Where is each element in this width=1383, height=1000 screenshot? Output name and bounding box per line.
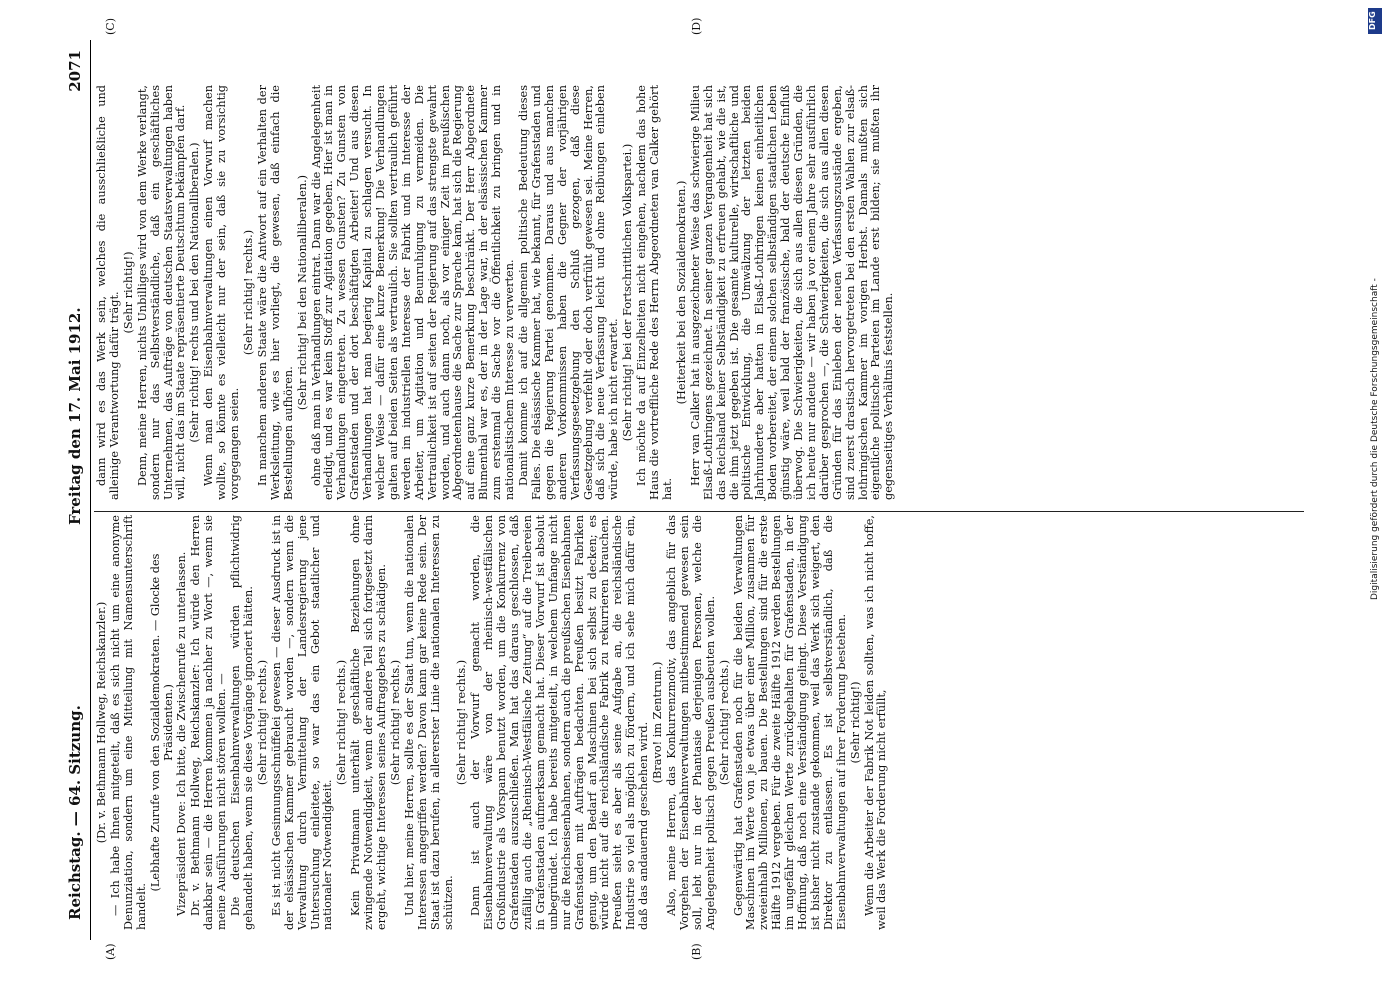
interjection: (Sehr richtig!) — [848, 681, 862, 764]
page-number: 2071 — [66, 50, 84, 92]
paragraph: Ich möchte da auf Einzelheiten nicht eingehen, nachdem das hohe Haus die vortreffliche Rede des Herrn Abgeordneten van Calker gehört hat. — [635, 85, 674, 500]
paragraph: Wenn man den Eisenbahnverwaltungen einen Vorwurf machen wollte, so könnte es vielleicht nur der sein, daß sie zu vorsichtig vorgegangen seien. — [202, 85, 242, 500]
column-divider — [94, 511, 1304, 512]
interjection: (Bravo! im Zentrum.) — [651, 661, 665, 784]
interjection: (Sehr richtig! rechts.) — [388, 659, 402, 786]
margin-marker-c: (C) — [104, 18, 117, 35]
interjection: (Sehr richtig! bei der Fortschrittlichen Volkspartei.) — [621, 143, 635, 442]
paragraph: Gegenwärtig hat Grafenstaden noch für die beiden Verwaltungen Maschinen im Werte von je etwas über einer Million, zusammen für zweieinhalb Millionen, zu bauen. Die Bestellungen sind für die erste Hälfte 1912 vergeben. Für die zweite Hälfte 1912 werden Bestellungen im ungefähr gleichen Werte zurückgehalten für Grafenstaden, in der Hoffnung, daß noch eine Verständigung gelingt. Diese Verständigung ist bisher nicht zustande gekommen, weil das Werk sich weigert, den Direktor zu entlassen. Es ist selbstverständlich, daß die Eisenbahnverwaltungen auf ihrer Forderung bestehen. — [731, 515, 848, 930]
margin-marker-a: (A) — [104, 943, 117, 960]
interjection: (Sehr richtig! rechts.) — [241, 229, 255, 356]
header-left: Reichstag. — 64. Sitzung. — [66, 705, 84, 920]
paragraph: ohne daß man in Verhandlungen eintrat. Dann war die Angelegenheit erledigt, und es war kein Stoff zur Agitation gegeben. Hier ist man in Verhandlungen eingetreten. Zu wessen Gunsten? Zu Gunsten von Grafenstaden und der dort beschäftigten Arbeiter! Und aus diesen Verhandlungen hat man begierig Kapital zu schlagen versucht. In welcher Weise — dafür eine kurze Bemerkung! Die Verhandlungen galten auf beiden Seiten als vertraulich. Sie sollten vertraulich geführt werden im industriellen Interesse der Fabrik und im Interesse der Arbeiter, um Agitation und Beunruhigung zu vermeiden. Die Vertraulichkeit ist auf seiten der Regierung auf das strengste gewahrt worden, und auch dann noch, als vor einiger Zeit im preußischen Abgeordnetenhause die Sache zur Sprache kam, hat sich die Regierung auf eine ganz kurze Bemerkung beschränkt. Der Herr Abgeordnete Blumenthal war es, der in der Lage war, in der elsässischen Kammer zum erstenmal die Sache vor die Öffentlichkeit zu bringen und in nationalistischem Interesse zu verwerten. — [309, 85, 517, 500]
paragraph: dann wird es das Werk sein, welches die ausschließliche und alleinige Verantwortung dafür trägt. — [95, 85, 121, 500]
header-date: Freitag den 17. Mai 1912. — [66, 307, 84, 525]
dfg-logo: DFG — [1368, 8, 1382, 34]
paragraph: Dr. v. Bethmann Hollweg, Reichskanzler: Ich würde den Herren dankbar sein — die Herren kommen ja nachher zu Wort —, wenn sie meine Ausführungen nicht stören wollten. — — [189, 515, 229, 930]
page-header — [60, 20, 90, 960]
paragraph: Wenn die Arbeiter der Fabrik Not leiden sollten, was ich nicht hoffe, weil das Werk die Forderung nicht erfüllt, — [862, 515, 889, 930]
margin-marker-d: (D) — [690, 17, 703, 35]
paragraph: Und hier, meine Herren, sollte es der Staat tun, wenn die nationalen Interessen angegriffen werden? Davon kann gar keine Rede sein. Der Staat ist dazu berufen, in allererster Linie die nationalen Interessen zu schützen. — [402, 515, 455, 930]
interjection: (Sehr richtig! rechts.) — [717, 659, 731, 786]
margin-marker-b: (B) — [690, 943, 703, 960]
interjection: (Heiterkeit bei den Sozialdemokraten.) — [674, 180, 688, 405]
left-text-column — [96, 515, 890, 930]
paragraph: Herr van Calker hat in ausgezeichneter Weise das schwierige Milieu Elsaß-Lothringens gezeichnet. In seiner ganzen Vergangenheit hat sich das Reichsland keiner Selbständigkeit zu erfreuen gehabt, wie die ist, die ihm jetzt gegeben ist. Die gesamte kulturelle, wirtschaftliche und politische Entwicklung, die Umwälzung der letzten beiden Jahrhunderte aber hatten in Elsaß-Lothringen keinen einheitlichen Boden vorbereitet, der einem solchen selbständigen staatlichen Leben günstig wäre, weil bald der französische, bald der deutsche Einfluß überwog. Die Schwierigkeiten, die sich aus allen diesen Gründen, die ich heute nur andeute — wir haben ja vor einem Jahre sehr ausführlich darüber gesprochen —, die Schwierigkeiten, die sich aus allen diesen Gründen für das Einleben der neuen Verfassungszustände ergeben, sind zuerst drastisch hervorgetreten bei den ersten Wahlen zur elsaß-lothringischen Kammer im vorigen Herbst. Damals mußten sich eigentliche politische Parteien im Lande erst bilden; sie mußten ihr gegenseitiges Verhältnis feststellen. — [688, 85, 896, 500]
paragraph: — Ich habe Ihnen mitgeteilt, daß es sich nicht um eine anonyme Denunziation, sondern um eine Mitteilung mit Namensunterschrift handelt. — [108, 515, 148, 930]
interjection: (Sehr richtig! rechts.) — [255, 659, 269, 786]
paragraph: In manchem anderen Staate wäre die Antwort auf ein Verhalten der Werksleitung, wie es hier vorliegt, die gewesen, daß einfach die Bestellungen aufhören. — [255, 85, 295, 500]
interjection: (Sehr richtig! rechts.) — [455, 659, 469, 786]
paragraph: Also, meine Herren, das Konkurrenzmotiv, das angeblich für das Vorgehen der Eisenbahnverwaltungen mitbestimmend gewesen sein soll, lebt nur in der Phantasie derjenigen Personen, welche die Angelegenheit politisch gegen Preußen ausbeuten wollen. — [664, 515, 717, 930]
right-text-column — [96, 85, 897, 500]
header-rule — [90, 40, 91, 940]
paragraph: Dann ist auch der Vorwurf gemacht worden, die Eisenbahnverwaltung wäre von der rheinisch-westfälischen Großindustrie als Vorspann benutzt worden, um die Konkurrenz von Grafenstaden auszuschließen. Man hat das daraus geschlossen, daß zufällig auch die „Rheinisch-Westfälische Zeitung“ auf die Treibereien in Grafenstaden aufmerksam gemacht hat. Dieser Vorwurf ist absolut unbegründet. Ich habe bereits mitgeteilt, in welchem Umfange nicht nur die Reichseisenbahnen, sondern auch die preußischen Eisenbahnen Grafenstaden mit Aufträgen bedachten. Preußen besitzt Fabriken genug, um den Bedarf an Maschinen bei sich selbst zu decken; es würde nicht auf die reichsländische Fabrik zu rekurrieren brauchen. Preußen sieht es aber als seine Aufgabe an, die reichsländische Industrie so viel als möglich zu fördern, und ich sehe mich dafür ein, daß das andauernd geschehen wird. — [469, 515, 651, 930]
interjection: (Lebhafte Zurufe von den Sozialdemokraten. — Glocke des Präsidenten.) — [148, 553, 175, 892]
interjection: (Sehr richtig! rechts.) — [335, 659, 349, 786]
paragraph: Es ist nicht Gesinnungsschnüffelei gewesen — dieser Ausdruck ist in der elsässischen Kammer gebraucht worden —, sondern wenn die Verwaltung durch Vermittelung der Landesregierung jene Untersuchung einleitete, so war das ein Gebot staatlicher und nationaler Notwendigkeit. — [269, 515, 335, 930]
interjection: (Sehr richtig!) — [121, 251, 135, 334]
interjection: (Sehr richtig! rechts und bei den Nationalliberalen.) — [188, 142, 202, 443]
paragraph: Damit komme ich auf die allgemein politische Bedeutung dieses Falles. Die elsässische Kammer hat, wie bekannt, für Grafenstaden und gegen die Regierung Partei genommen. Daraus und aus manchen anderen Vorkommnissen haben die Gegner der vorjährigen Verfassungsgesetzgebung den Schluß gezogen, daß diese Gesetzgebung verfehlt oder doch verfrüht gewesen sei. Meine Herren, daß sich die neue Verfassung leicht und ohne Reibungen einleben würde, habe ich nicht erwartet. — [517, 85, 621, 500]
interjection: (Sehr richtig! bei den Nationalliberalen.) — [295, 174, 309, 411]
funding-note: Digitalisierung gefördert durch die Deutsche Forschungsgemeinschaft - — [1370, 278, 1380, 600]
paragraph: Die deutschen Eisenbahnverwaltungen würden pflichtwidrig gehandelt haben, wenn sie diese Vorgänge ignoriert hätten. — [229, 515, 255, 930]
paragraph: Denn, meine Herren, nichts Unbilliges wird von dem Werke verlangt, sondern nur das Selbstverständliche, daß ein geschäftliches Unternehmen, das Aufträge von deutschen Staatsverwaltungen haben will, nicht das im Staate repräsentierte Deutschtum bekämpfen darf. — [135, 85, 188, 500]
paragraph: Kein Privatmann unterhält geschäftliche Beziehungen ohne zwingende Notwendigkeit, wenn der andere Teil sich fortgesetzt darin ergeht, wichtige Interessen seines Auftraggebers zu schädigen. — [349, 515, 389, 930]
interjection: (Dr. v. Bethmann Hollweg, Reichskanzler.) — [95, 601, 108, 844]
paragraph: Vizepräsident Dove: Ich bitte, die Zwischenrufe zu unterlassen. — [175, 551, 189, 916]
